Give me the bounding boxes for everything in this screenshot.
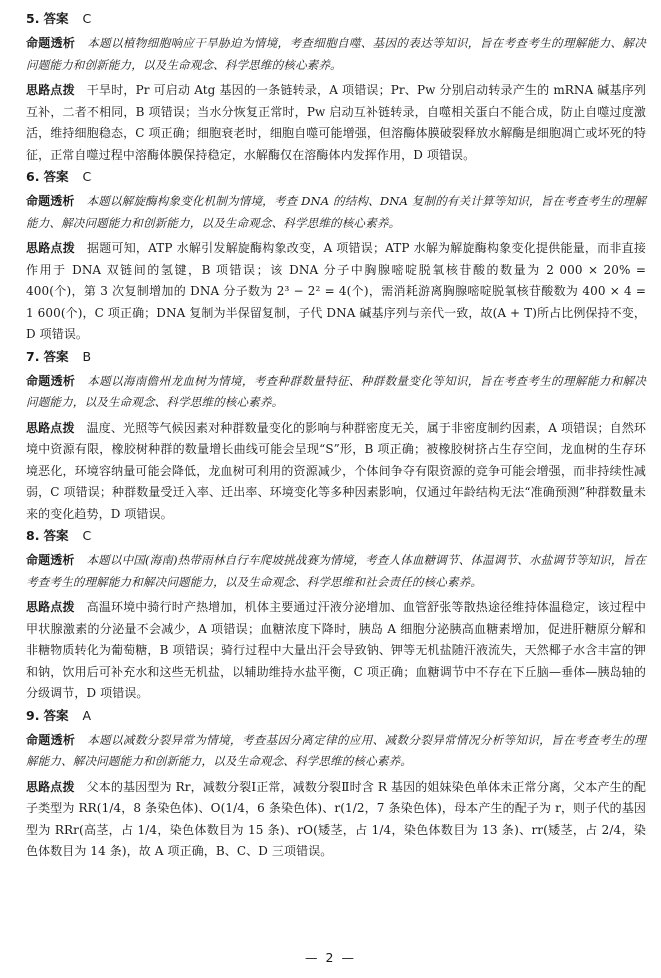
answer-label: 答案 (43, 528, 69, 543)
question-number: 5. (26, 11, 40, 26)
hint-text: 据题可知，ATP 水解引发解旋酶构象改变，A 项错误；ATP 水解为解旋酶构象变化提供能量，而非直接作用于 DNA 双链间的氢键，B 项错误；该 DNA 分子中胸腺嘧啶脱氧核苷酸的数量为 2 000 × 20% = 400(个)，第 3 次复制增加的 DNA 分子数为 2³ − 2² = 4(个)，需消耗游离胸腺嘧啶脱氧核苷酸数为 400 × 4 = 1 600(个)，C 项正确；DNA 复制为半保留复制，子代 DNA 碱基序列与亲代一致，故(A + T)所占比例保持不变，D 项错误。 (26, 241, 646, 341)
answer-label: 答案 (43, 11, 69, 26)
answer-line (26, 347, 646, 367)
answer-value: A (82, 707, 92, 723)
analysis-text: 本题以海南儋州龙血树为情境，考查种群数量特征、种群数量变化等知识，旨在考查考生的理解能力和解决问题能力，以及生命观念、科学思维的核心素养。 (26, 373, 646, 409)
analysis-text: 本题以中国(海南)热带雨林自行车爬坡挑战赛为情境，考查人体血糖调节、体温调节、水盐调节等知识，旨在考查考生的理解能力和解决问题能力，以及生命观念、科学思维和社会责任的核心素养。 (26, 553, 647, 589)
question-7 (26, 347, 646, 526)
page-number: — 2 — (305, 950, 356, 965)
analysis-paragraph (26, 33, 646, 76)
question-6 (26, 167, 646, 346)
question-number: 8. (26, 528, 40, 543)
hint-label: 思路点拨 (26, 779, 75, 794)
answer-key-content (26, 8, 646, 863)
answer-line (26, 706, 646, 726)
analysis-text: 本题以减数分裂异常为情境，考查基因分离定律的应用、减数分裂异常情况分析等知识，旨在考查考生的理解能力、解决问题能力和创新能力，以及生命观念、科学思维的核心素养。 (26, 732, 646, 768)
question-number: 7. (26, 348, 40, 364)
answer-label: 答案 (43, 707, 69, 723)
question-number: 9. (26, 707, 40, 723)
hint-paragraph (26, 597, 646, 705)
answer-line (26, 9, 646, 29)
hint-text: 高温环境中骑行时产热增加，机体主要通过汗液分泌增加、血管舒张等散热途径维持体温稳定，该过程中甲状腺激素的分泌量不会减少，A 项错误；血糖浓度下降时，胰岛 A 细胞分泌胰高血糖素增加，促进肝糖原分解和非糖物质转化为葡萄糖，B 项错误；骑行过程中大量出汗会导致钠、钾等无机盐随汗液流失，天然椰子水含丰富的钾和钠，饮用后可补充水和这些无机盐，以辅助维持水盐平衡，C 项正确；血糖调节中不存在下丘脑—垂体—胰岛轴的分级调节，D 项错误。 (26, 600, 647, 700)
hint-text: 父本的基因型为 Rr，减数分裂Ⅰ正常，减数分裂Ⅱ时含 R 基因的姐妹染色单体未正常分离，父本产生的配子类型为 RR(1/4，8 条染色体)、O(1/4，6 条染色体)、r(1/2，7 条染色体)，母本产生的配子为 r，则子代的基因型为 RRr(高茎，占 1/4，染色体数目为 15 条)、rO(矮茎，占 1/4，染色体数目为 13 条)、rr(矮茎，占 2/4，染色体数目为 14 条)，故 A 项正确，B、C、D 三项错误。 (26, 779, 646, 858)
hint-label: 思路点拨 (26, 420, 75, 435)
answer-value: C (82, 11, 92, 26)
answer-label: 答案 (43, 348, 69, 364)
analysis-label: 命题透析 (26, 373, 76, 388)
hint-label: 思路点拨 (26, 600, 75, 614)
hint-paragraph (26, 418, 646, 526)
hint-text: 干旱时，Pr 可启动 Atg 基因的一条链转录，A 项错误；Pr、Pw 分别启动转录产生的 mRNA 碱基序列互补，二者不相同，B 项错误；当水分恢复正常时，Pw 启动互补链转录，自噬相关蛋白不能合成，防止自噬过度激活，维持细胞稳态，C 项正确；细胞衰老时，细胞自噬可能增强，但溶酶体膜破裂释放水解酶是细胞凋亡或坏死的特征，正常自噬过程中溶酶体膜保持稳定，水解酶仅在溶酶体内发挥作用，D 项错误。 (26, 83, 646, 162)
hint-paragraph (26, 80, 646, 166)
analysis-label: 命题透析 (26, 36, 76, 50)
question-9 (26, 706, 646, 863)
hint-text: 温度、光照等气候因素对种群数量变化的影响与种群密度无关，属于非密度制约因素，A 项错误；自然环境中资源有限，橡胶树种群的数量增长曲线可能会呈现“S”形，B 项正确；被橡胶树挤占生存空间，龙血树的生存环境恶化，环境容纳量可能会降低，龙血树可利用的资源减少，个体间争夺有限资源的竞争可能会增强，而非持续性减弱，C 项错误；种群数量受迁入率、迁出率、环境变化等多种因素影响，仅通过年龄结构无法“准确预测”种群数量未来的变化趋势，D 项错误。 (26, 420, 647, 521)
analysis-text: 本题以解旋酶构象变化机制为情境，考查 DNA 的结构、DNA 复制的有关计算等知识，旨在考查考生的理解能力、解决问题能力和创新能力，以及生命观念、科学思维的核心素养。 (26, 194, 646, 230)
answer-value: C (82, 528, 92, 543)
analysis-label: 命题透析 (26, 553, 75, 567)
answer-value: C (82, 169, 92, 184)
answer-label: 答案 (43, 169, 69, 184)
analysis-label: 命题透析 (26, 194, 75, 208)
answer-line (26, 526, 646, 546)
question-8 (26, 526, 646, 705)
hint-label: 思路点拨 (26, 241, 75, 255)
answer-line (26, 167, 646, 187)
hint-paragraph (26, 238, 646, 346)
answer-value: B (82, 348, 92, 364)
analysis-paragraph (26, 550, 646, 593)
analysis-label: 命题透析 (26, 732, 76, 747)
analysis-paragraph (26, 371, 646, 414)
question-5 (26, 9, 646, 166)
analysis-text: 本题以植物细胞响应干旱胁迫为情境，考查细胞自噬、基因的表达等知识，旨在考查考生的理解能力、解决问题能力和创新能力，以及生命观念、科学思维的核心素养。 (26, 36, 646, 72)
question-number: 6. (26, 169, 40, 184)
hint-label: 思路点拨 (26, 83, 75, 97)
hint-paragraph (26, 777, 646, 863)
analysis-paragraph (26, 730, 646, 773)
analysis-paragraph (26, 191, 646, 234)
